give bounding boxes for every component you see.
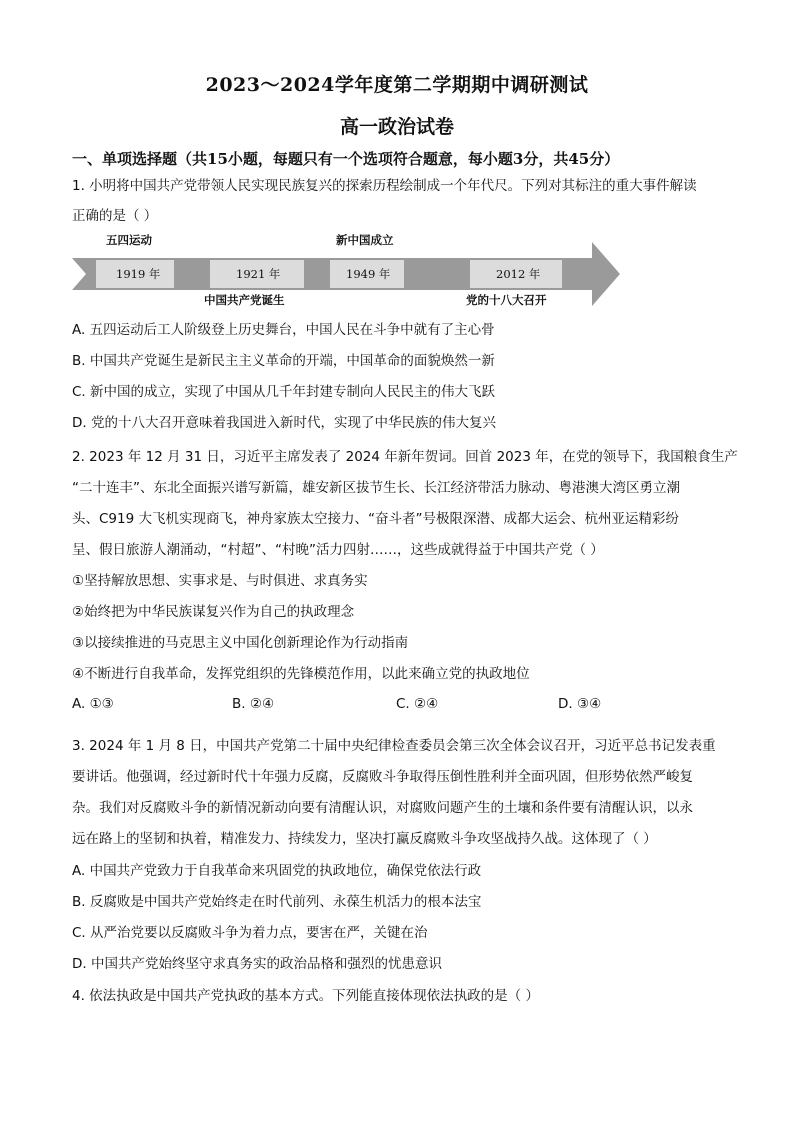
q4-stem: 4. 依法执政是中国共产党执政的基本方式。下列能直接体现依法执政的是（ ）: [72, 988, 539, 1004]
q2-stem-line3: 头、C919 大飞机实现商飞，神舟家族太空接力、“奋斗者”号极限深潜、成都大运会、杭州亚运精彩纷: [72, 511, 679, 527]
q3-stem-line3: 杂。我们对反腐败斗争的新情况新动向要有清醒认识，对腐败问题产生的土壤和条件要有清醒认识，以永: [72, 800, 693, 816]
year-2012: 2012 年: [496, 267, 541, 281]
exam-subtitle: 高一政治试卷: [339, 116, 454, 138]
year-1949: 1949 年: [346, 267, 391, 281]
q2-statement-3: ③以接续推进的马克思主义中国化创新理论作为行动指南: [72, 635, 409, 651]
q3-option-b: B. 反腐败是中国共产党始终走在时代前列、永葆生机活力的根本法宝: [72, 894, 482, 910]
q3-stem-line4: 远在路上的坚韧和执着，精准发力、持续发力，坚决打赢反腐败斗争攻坚战持久战。这体现了（ ）: [72, 831, 657, 847]
q1-option-c: C. 新中国的成立，实现了中国从几千年封建专制向人民民主的伟大飞跃: [72, 384, 496, 400]
q2-stem-line2: “二十连丰”、东北全面振兴谱写新篇，雄安新区拔节生长、长江经济带活力脉动、粤港澳大湾区勇立潮: [72, 480, 680, 496]
q2-choice-a: A. ①③: [72, 696, 114, 712]
label-party-founded: 中国共产党诞生: [204, 293, 285, 307]
q1-option-a: A. 五四运动后工人阶级登上历史舞台，中国人民在斗争中就有了主心骨: [72, 322, 495, 338]
q1-stem-line2: 正确的是（ ）: [72, 208, 158, 224]
year-1919: 1919 年: [116, 267, 161, 281]
year-1921: 1921 年: [236, 267, 281, 281]
q2-statement-1: ①坚持解放思想、实事求是、与时俱进、求真务实: [72, 573, 368, 589]
q3-stem-line1: 3. 2024 年 1 月 8 日，中国共产党第二十届中央纪律检查委员会第三次全体会议召开，习近平总书记发表重: [72, 738, 716, 754]
q1-option-b: B. 中国共产党诞生是新民主主义革命的开端，中国革命的面貌焕然一新: [72, 353, 495, 369]
q3-option-d: D. 中国共产党始终坚守求真务实的政治品格和强烈的忧患意识: [72, 956, 442, 972]
q2-statement-4: ④不断进行自我革命，发挥党组织的先锋模范作用，以此来确立党的执政地位: [72, 666, 530, 682]
exam-title: 2023～2024学年度第二学期期中调研测试: [205, 74, 589, 96]
label-new-china: 新中国成立: [336, 233, 394, 247]
q2-statement-2: ②始终把为中华民族谋复兴作为自己的执政理念: [72, 604, 355, 620]
q2-choice-d: D. ③④: [558, 696, 602, 712]
q2-choice-b: B. ②④: [232, 696, 275, 712]
q3-option-c: C. 从严治党要以反腐败斗争为着力点，要害在严，关键在治: [72, 925, 428, 941]
label-18th-congress: 党的十八大召开: [466, 293, 547, 307]
q2-choice-c: C. ②④: [396, 696, 439, 712]
q1-stem-line1: 1. 小明将中国共产党带领人民实现民族复兴的探索历程绘制成一个年代尺。下列对其标注的重大事件解读: [72, 178, 697, 194]
q1-option-d: D. 党的十八大召开意味着我国进入新时代，实现了中华民族的伟大复兴: [72, 415, 496, 431]
q2-stem-line1: 2. 2023 年 12 月 31 日，习近平主席发表了 2024 年新年贺词。回首 2023 年，在党的领导下，我国粮食生产: [72, 449, 738, 465]
section-heading: 一、单项选择题（共15小题，每题只有一个选项符合题意，每小题3分，共45分）: [72, 150, 620, 168]
timeline-figure: [72, 232, 632, 312]
q3-option-a: A. 中国共产党致力于自我革命来巩固党的执政地位，确保党依法行政: [72, 863, 482, 879]
label-may-fourth: 五四运动: [106, 233, 152, 247]
q2-stem-line4: 呈、假日旅游人潮涌动，“村超”、“村晚”活力四射……，这些成就得益于中国共产党（ ）: [72, 542, 604, 558]
q3-stem-line2: 要讲话。他强调，经过新时代十年强力反腐，反腐败斗争取得压倒性胜利并全面巩固，但形势依然严峻复: [72, 769, 693, 785]
